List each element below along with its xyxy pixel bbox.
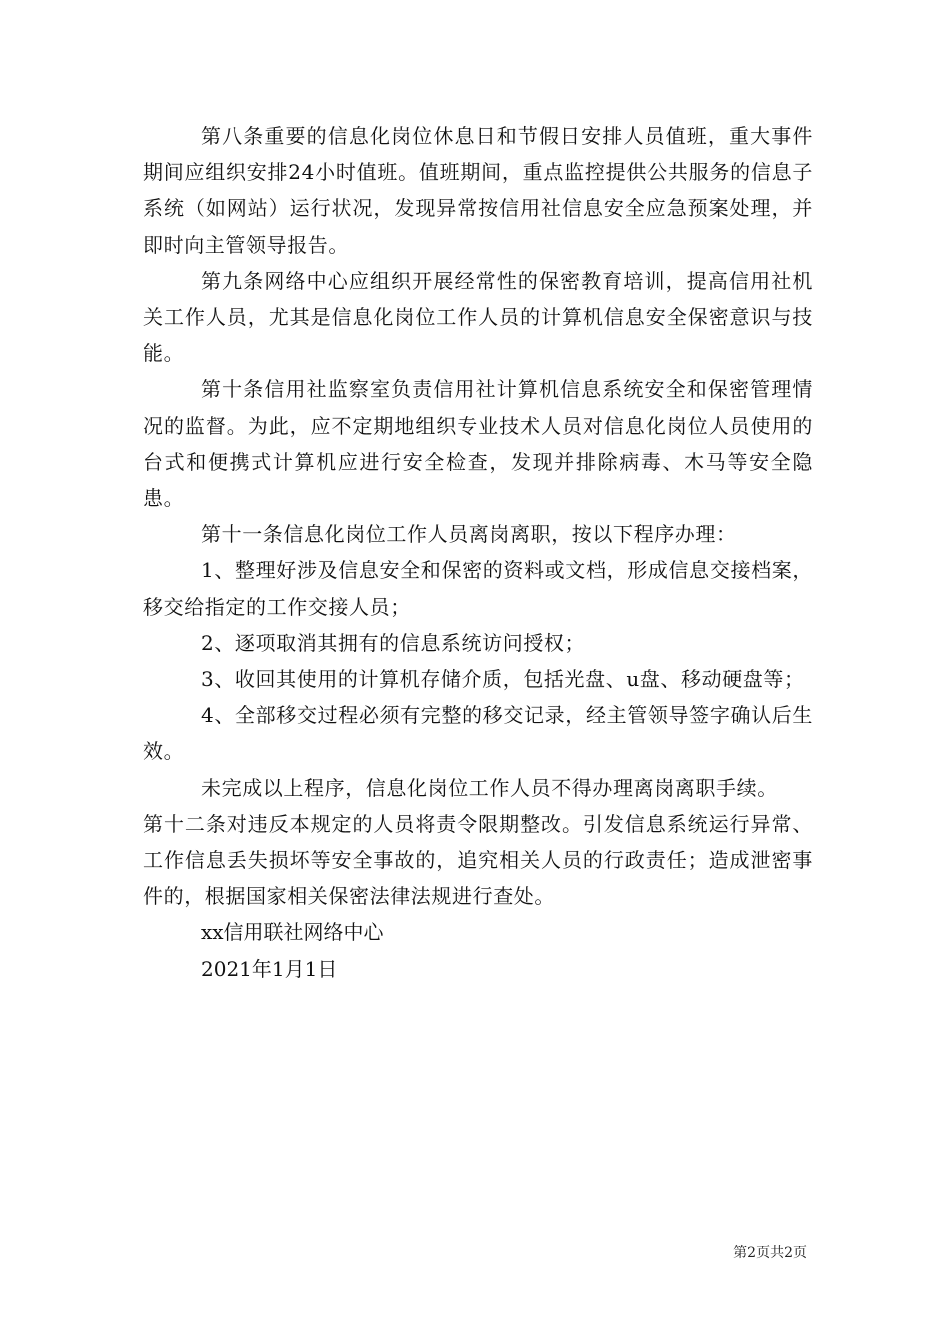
article-8: 第八条重要的信息化岗位休息日和节假日安排人员值班，重大事件期间应组织安排24小时值班。值班期间，重点监控提供公共服务的信息子系统（如网站）运行状况，发现异常按信用社信息安全应急预案处理，并即时向主管领导报告。 — [143, 124, 813, 257]
article-9: 第九条网络中心应组织开展经常性的保密教育培训，提高信用社机关工作人员，尤其是信息化岗位工作人员的计算机信息安全保密意识与技能。 — [143, 268, 813, 366]
article-11-item-3: 3、收回其使用的计算机存储介质，包括光盘、u盘、移动硬盘等； — [201, 667, 805, 692]
signature-organization: xx信用联社网络中心 — [201, 920, 384, 945]
article-11-item-2: 2、逐项取消其拥有的信息系统访问授权； — [201, 630, 586, 655]
document-body — [143, 118, 813, 987]
article-11-item-4: 4、全部移交过程必须有完整的移交记录，经主管领导签字确认后生效。 — [143, 703, 813, 764]
page-number: 第2页共2页 — [733, 1245, 807, 1261]
signature-date: 2021年1月1日 — [201, 956, 338, 981]
article-10: 第十条信用社监察室负责信用社计算机信息系统安全和保密管理情况的监督。为此，应不定期地组织专业技术人员对信息化岗位人员使用的台式和便携式计算机应进行安全检查，发现并排除病毒、木马等安全隐患。 — [143, 377, 813, 511]
article-12: 第十二条对违反本规定的人员将责令限期整改。引发信息系统运行异常、工作信息丢失损坏等安全事故的，追究相关人员的行政责任；造成泄密事件的，根据国家相关保密法律法规进行查处。 — [143, 811, 813, 909]
article-11: 第十一条信息化岗位工作人员离岗离职，按以下程序办理： — [201, 522, 737, 547]
article-11-item-1: 1、整理好涉及信息安全和保密的资料或文档，形成信息交接档案，移交给指定的工作交接人员； — [143, 558, 813, 619]
article-11-note: 未完成以上程序，信息化岗位工作人员不得办理离岗离职手续。 — [201, 775, 778, 800]
